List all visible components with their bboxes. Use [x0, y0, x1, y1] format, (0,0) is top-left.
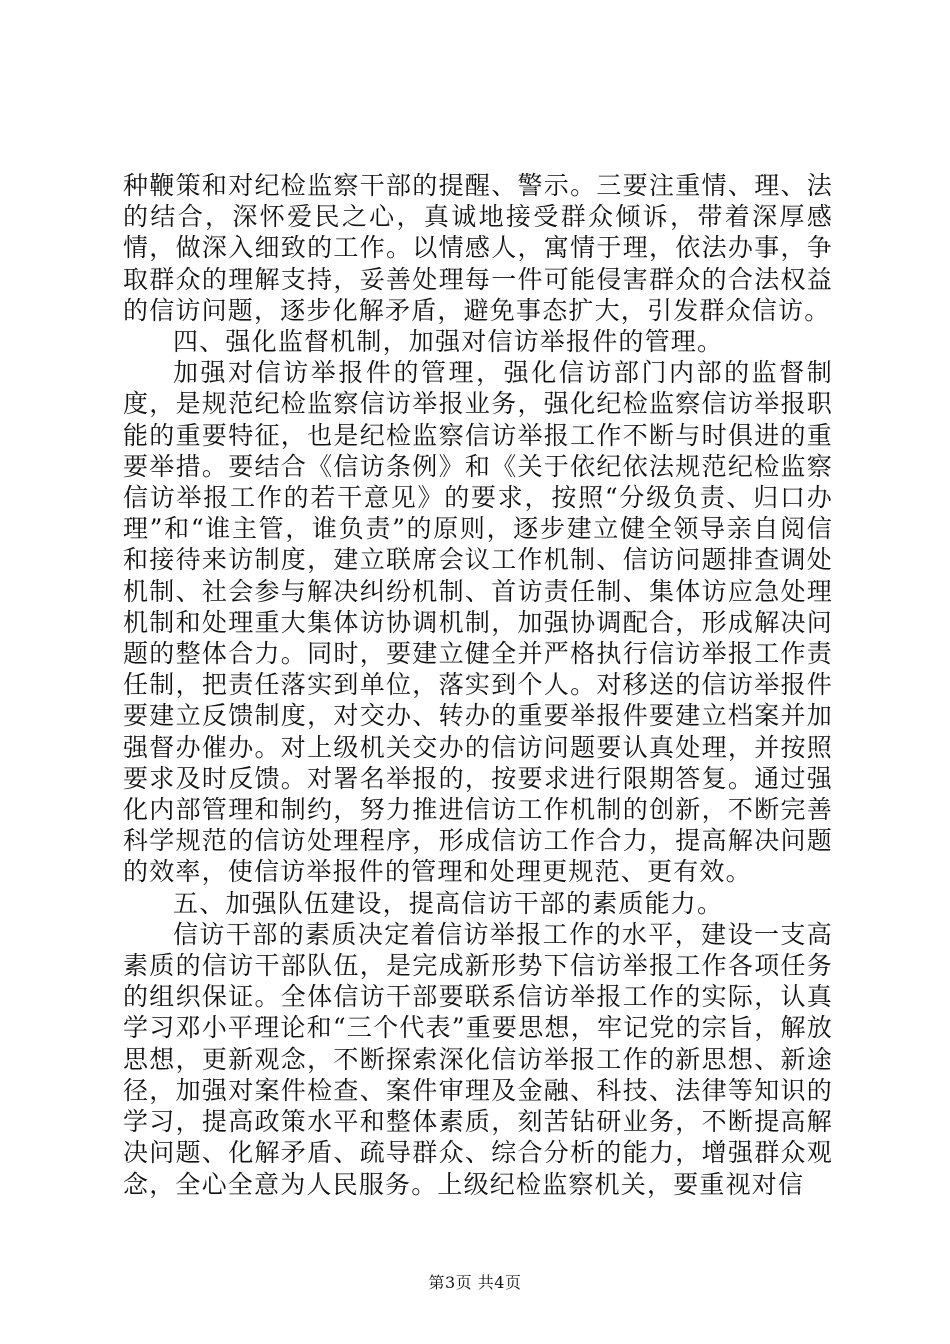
section-heading-four: 四、强化监督机制，加强对信访举报件的管理。 — [173, 327, 724, 357]
paragraph-section-four-body: 加强对信访举报件的管理，强化信访部门内部的监督制度，是规范纪检监察信访举报业务，强化纪检监察信访举报职能的重要特征，也是纪检监察信访举报工作不断与时俱进的重要举措。要结合《信访条例》和《关于依纪依法规范纪检监察信访举报工作的若干意见》的要求，按照“分级负责、归口办理”和“谁主管，谁负责”的原则，逐步建立健全领导亲自阅信和接待来访制度，建立联席会议工作机制、信访问题排查调处机制、社会参与解决纠纷机制、首访责任制、集体访应急处理机制和处理重大集体访协调机制，加强协调配合，形成解决问题的整体合力。同时，要建立健全并严格执行信访举报工作责任制，把责任落实到单位，落实到个人。对移送的信访举报件要建立反馈制度，对交办、转办的重要举报件要建立档案并加强督办催办。对上级机关交办的信访问题要认真处理，并按照要求及时反馈。对署名举报的，按要求进行限期答复。通过强化内部管理和制约，努力推进信访工作机制的创新，不断完善科学规范的信访处理程序，形成信访工作合力，提高解决问题的效率，使信访举报件的管理和处理更规范、更有效。 — [123, 358, 833, 887]
paragraph-continuation: 种鞭策和对纪检监察干部的提醒、警示。三要注重情、理、法的结合，深怀爱民之心，真诚地接受群众倾诉，带着深厚感情，做深入细致的工作。以情感人，寓情于理，依法办事，争取群众的理解支持，妥善处理每一件可能侵害群众的合法权益的信访问题，逐步化解矛盾，避免事态扩大，引发群众信访。 — [123, 171, 833, 325]
paragraph-section-five-body: 信访干部的素质决定着信访举报工作的水平，建设一支高素质的信访干部队伍，是完成新形势下信访举报工作各项任务的组织保证。全体信访干部要联系信访举报工作的实际，认真学习邓小平理论和“三个代表”重要思想，牢记党的宗旨，解放思想，更新观念，不断探索深化信访举报工作的新思想、新途径，加强对案件检查、案件审理及金融、科技、法律等知识的学习，提高政策水平和整体素质，刻苦钻研业务，不断提高解决问题、化解矛盾、疏导群众、综合分析的能力，增强群众观念，全心全意为人民服务。上级纪检监察机关，要重视对信 — [123, 919, 833, 1199]
document-body — [123, 170, 833, 1200]
page-number-footer: 第3页 共4页 — [428, 1273, 522, 1292]
section-heading-five: 五、加强队伍建设，提高信访干部的素质能力。 — [173, 888, 724, 918]
